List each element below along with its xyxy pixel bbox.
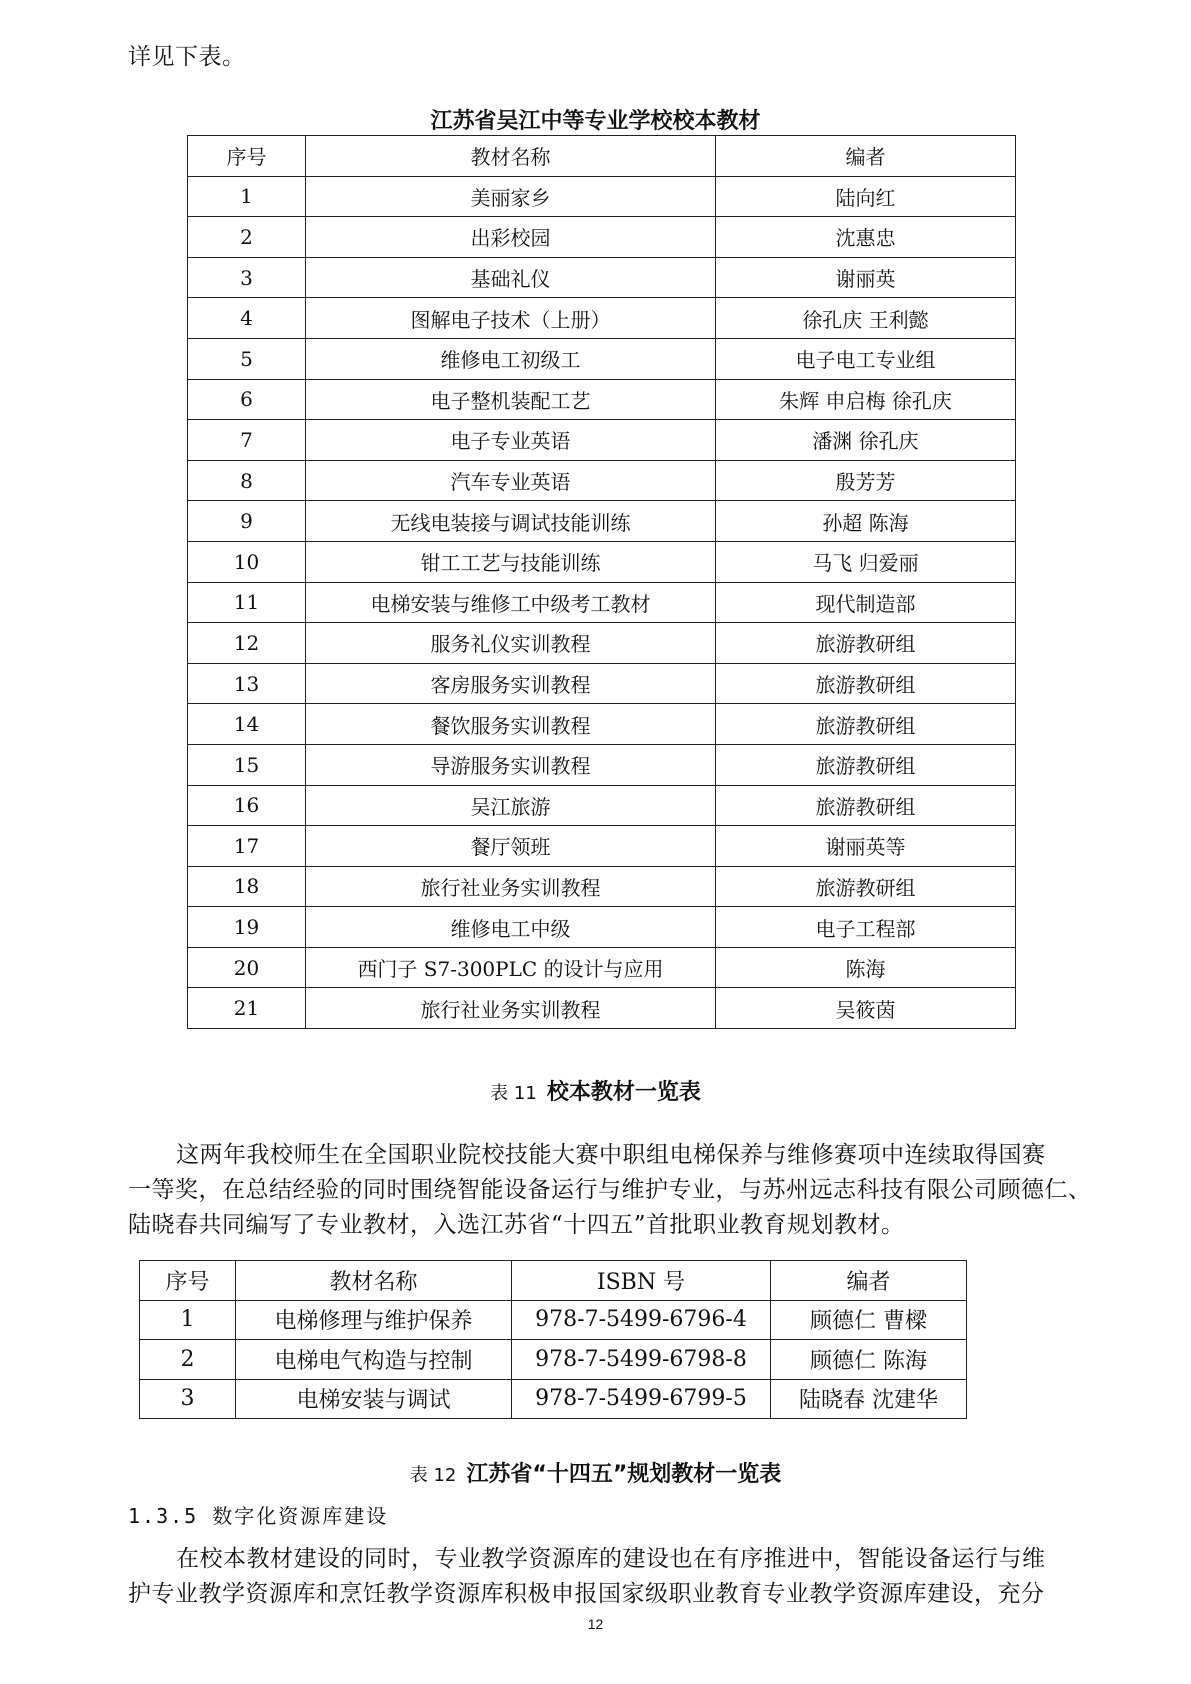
table-row (188, 785, 1016, 826)
table-cell: 客房服务实训教程 (306, 663, 716, 704)
table-row (188, 744, 1016, 785)
table-cell: 10 (188, 541, 306, 582)
table-cell: 4 (188, 298, 306, 339)
table-cell: 导游服务实训教程 (306, 744, 716, 785)
table-row (140, 1340, 967, 1380)
table-cell: 谢丽英 (716, 257, 1016, 298)
table-cell: 3 (188, 257, 306, 298)
table-cell: 旅游教研组 (716, 663, 1016, 704)
table-cell: 2 (140, 1340, 236, 1380)
table-row (188, 866, 1016, 907)
table-cell: 陈海 (716, 947, 1016, 988)
table-cell: 潘渊 徐孔庆 (716, 420, 1016, 461)
table-cell: 11 (188, 582, 306, 623)
table11-header-row (188, 136, 1016, 177)
section-heading: 1.3.5 数字化资源库建设 (128, 1504, 389, 1528)
table-cell: 餐厅领班 (306, 826, 716, 867)
table-cell: 孙超 陈海 (716, 501, 1016, 542)
table-cell: 1 (140, 1300, 236, 1340)
table-cell: 5 (188, 338, 306, 379)
table-row (188, 582, 1016, 623)
table-cell: 电子整机装配工艺 (306, 379, 716, 420)
table-cell: 徐孔庆 王利懿 (716, 298, 1016, 339)
table-cell: 978-7-5499-6798-8 (512, 1340, 771, 1380)
table-row (188, 501, 1016, 542)
table-cell: 西门子 S7-300PLC 的设计与应用 (306, 947, 716, 988)
table-row (188, 623, 1016, 664)
table-row (188, 176, 1016, 217)
table-cell: 电梯安装与维修工中级考工教材 (306, 582, 716, 623)
table-cell: 沈惠忠 (716, 217, 1016, 258)
table12-header-cell: ISBN 号 (512, 1261, 771, 1301)
paragraph1-line: 陆晓春共同编写了专业教材，入选江苏省“十四五”首批职业教育规划教材。 (128, 1212, 905, 1238)
table-cell: 图解电子技术（上册） (306, 298, 716, 339)
table-row (188, 338, 1016, 379)
table-row (188, 379, 1016, 420)
table-cell: 978-7-5499-6796-4 (512, 1300, 771, 1340)
table-cell: 13 (188, 663, 306, 704)
table-row (188, 988, 1016, 1029)
table11 (187, 135, 1016, 1029)
table-cell: 出彩校园 (306, 217, 716, 258)
table-cell: 旅游教研组 (716, 704, 1016, 745)
table-cell: 吴筱茵 (716, 988, 1016, 1029)
table-cell: 旅游教研组 (716, 866, 1016, 907)
paragraph1-line: 这两年我校师生在全国职业院校技能大赛中职组电梯保养与维修赛项中连续取得国赛 (176, 1142, 1046, 1168)
table12-caption (0, 1457, 1191, 1488)
table-cell: 钳工工艺与技能训练 (306, 541, 716, 582)
table-row (188, 460, 1016, 501)
table11-caption (0, 1075, 1191, 1106)
table-row (188, 541, 1016, 582)
intro-text: 详见下表。 (128, 44, 246, 70)
table-cell: 16 (188, 785, 306, 826)
table-cell: 美丽家乡 (306, 176, 716, 217)
table-cell: 谢丽英等 (716, 826, 1016, 867)
table-cell: 14 (188, 704, 306, 745)
table-cell: 电梯电气构造与控制 (236, 1340, 512, 1380)
table-cell: 3 (140, 1379, 236, 1419)
table-cell: 旅行社业务实训教程 (306, 988, 716, 1029)
table-cell: 马飞 归爱丽 (716, 541, 1016, 582)
table-cell: 旅游教研组 (716, 785, 1016, 826)
table-row (188, 704, 1016, 745)
table-row (140, 1300, 967, 1340)
table-row (188, 420, 1016, 461)
table-cell: 19 (188, 907, 306, 948)
table11-caption-text: 校本教材一览表 (546, 1080, 701, 1105)
table-cell: 8 (188, 460, 306, 501)
table-cell: 服务礼仪实训教程 (306, 623, 716, 664)
paragraph2-line: 在校本教材建设的同时，专业教学资源库的建设也在有序推进中，智能设备运行与维 (176, 1546, 1046, 1572)
table-cell: 6 (188, 379, 306, 420)
table-row (188, 257, 1016, 298)
table-cell: 2 (188, 217, 306, 258)
table-cell: 旅游教研组 (716, 744, 1016, 785)
table-cell: 12 (188, 623, 306, 664)
table-row (188, 947, 1016, 988)
table11-title: 江苏省吴江中等专业学校校本教材 (430, 109, 761, 134)
table-cell: 顾德仁 陈海 (771, 1340, 967, 1380)
table-cell: 顾德仁 曹樑 (771, 1300, 967, 1340)
table-cell: 9 (188, 501, 306, 542)
table-cell: 978-7-5499-6799-5 (512, 1379, 771, 1419)
table12-header-cell: 教材名称 (236, 1261, 512, 1301)
table12 (139, 1260, 967, 1419)
table-cell: 朱辉 申启梅 徐孔庆 (716, 379, 1016, 420)
table11-caption-number: 表 11 (490, 1083, 537, 1104)
table-row (188, 907, 1016, 948)
table-cell: 21 (188, 988, 306, 1029)
table-cell: 殷芳芳 (716, 460, 1016, 501)
page-number: 12 (587, 1616, 604, 1632)
table11-header-cell: 教材名称 (306, 136, 716, 177)
table12-caption-number: 表 12 (409, 1465, 457, 1486)
table-cell: 无线电装接与调试技能训练 (306, 501, 716, 542)
table12-header-cell: 编者 (771, 1261, 967, 1301)
table-cell: 汽车专业英语 (306, 460, 716, 501)
table-cell: 7 (188, 420, 306, 461)
table-cell: 电梯安装与调试 (236, 1379, 512, 1419)
table-cell: 18 (188, 866, 306, 907)
paragraph1-line: 一等奖，在总结经验的同时围绕智能设备运行与维护专业，与苏州远志科技有限公司顾德仁、 (128, 1177, 1092, 1203)
table-cell: 陆向红 (716, 176, 1016, 217)
table-row (188, 298, 1016, 339)
table11-header-cell: 编者 (716, 136, 1016, 177)
table-cell: 20 (188, 947, 306, 988)
table-cell: 旅游教研组 (716, 623, 1016, 664)
table-cell: 旅行社业务实训教程 (306, 866, 716, 907)
table-cell: 吴江旅游 (306, 785, 716, 826)
table-row (188, 663, 1016, 704)
table11-header-cell: 序号 (188, 136, 306, 177)
table-row (188, 826, 1016, 867)
table-row (140, 1379, 967, 1419)
table-cell: 陆晓春 沈建华 (771, 1379, 967, 1419)
table-cell: 17 (188, 826, 306, 867)
table-cell: 电子电工专业组 (716, 338, 1016, 379)
table-cell: 维修电工初级工 (306, 338, 716, 379)
table-cell: 维修电工中级 (306, 907, 716, 948)
table12-caption-text: 江苏省“十四五”规划教材一览表 (466, 1462, 782, 1487)
paragraph2-line: 护专业教学资源库和烹饪教学资源库积极申报国家级职业教育专业教学资源库建设，充分 (128, 1581, 1045, 1607)
table-cell: 现代制造部 (716, 582, 1016, 623)
table-cell: 15 (188, 744, 306, 785)
table-cell: 电梯修理与维护保养 (236, 1300, 512, 1340)
table-row (188, 217, 1016, 258)
table12-header-row (140, 1261, 967, 1301)
table-cell: 电子专业英语 (306, 420, 716, 461)
table12-header-cell: 序号 (140, 1261, 236, 1301)
table-cell: 电子工程部 (716, 907, 1016, 948)
table-cell: 餐饮服务实训教程 (306, 704, 716, 745)
table-cell: 基础礼仪 (306, 257, 716, 298)
table-cell: 1 (188, 176, 306, 217)
